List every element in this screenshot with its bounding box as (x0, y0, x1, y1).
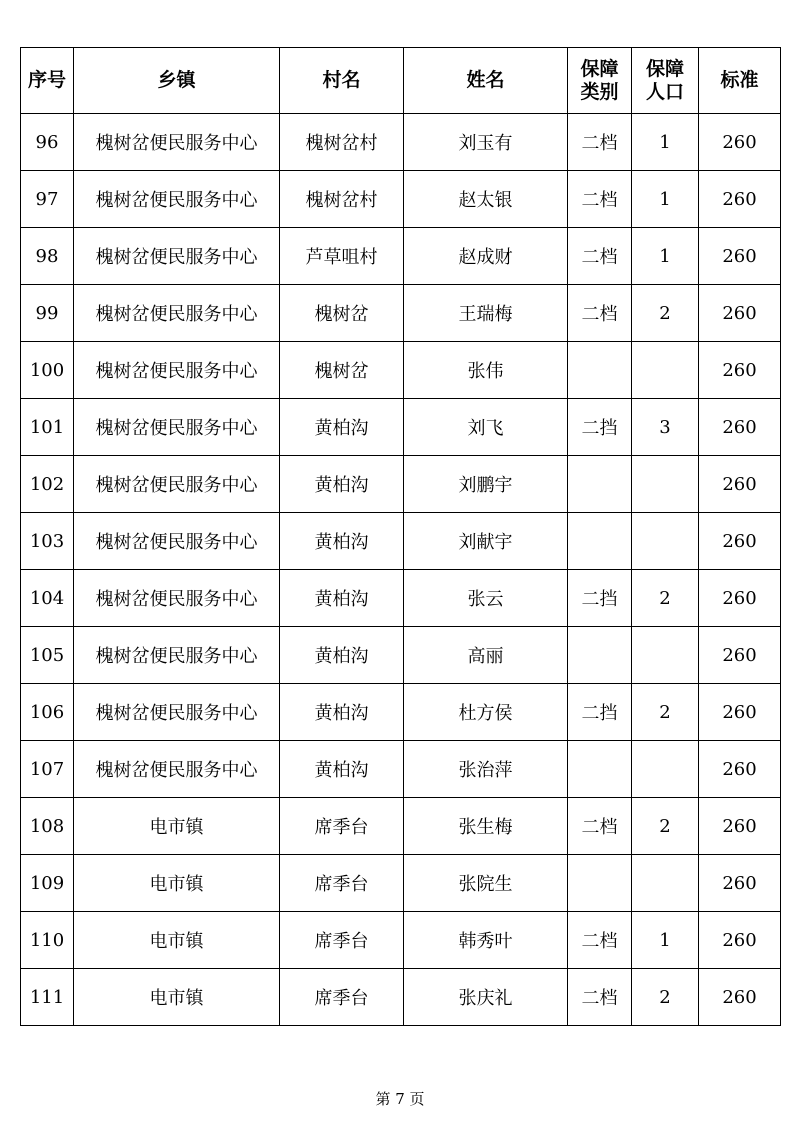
cell-township: 槐树岔便民服务中心 (74, 171, 280, 228)
cell-category (568, 513, 632, 570)
cell-population: 3 (632, 399, 699, 456)
table-row (21, 399, 781, 456)
cell-index: 111 (21, 969, 74, 1026)
cell-index: 108 (21, 798, 74, 855)
cell-village: 黄柏沟 (280, 513, 404, 570)
cell-village: 槐树岔 (280, 342, 404, 399)
header-township: 乡镇 (74, 48, 280, 114)
cell-village: 黄柏沟 (280, 399, 404, 456)
cell-name: 韩秀叶 (404, 912, 568, 969)
header-category: 保障类别 (568, 48, 632, 114)
table-row (21, 798, 781, 855)
table-row (21, 342, 781, 399)
cell-township: 槐树岔便民服务中心 (74, 684, 280, 741)
cell-village: 芦草咀村 (280, 228, 404, 285)
cell-category: 二档 (568, 171, 632, 228)
cell-standard: 260 (699, 798, 781, 855)
cell-name: 杜方侯 (404, 684, 568, 741)
table-header-row (21, 48, 781, 114)
cell-name: 张云 (404, 570, 568, 627)
cell-category (568, 627, 632, 684)
cell-township: 槐树岔便民服务中心 (74, 342, 280, 399)
table-row (21, 684, 781, 741)
cell-category (568, 342, 632, 399)
table-row (21, 969, 781, 1026)
cell-name: 张生梅 (404, 798, 568, 855)
cell-village: 席季台 (280, 969, 404, 1026)
cell-population: 1 (632, 171, 699, 228)
cell-category: 二档 (568, 969, 632, 1026)
cell-category: 二挡 (568, 570, 632, 627)
cell-category: 二档 (568, 798, 632, 855)
table-row (21, 285, 781, 342)
table-row (21, 627, 781, 684)
cell-township: 槐树岔便民服务中心 (74, 741, 280, 798)
cell-village: 黄柏沟 (280, 456, 404, 513)
cell-population (632, 342, 699, 399)
table-body (21, 114, 781, 1026)
cell-index: 103 (21, 513, 74, 570)
cell-index: 102 (21, 456, 74, 513)
cell-population (632, 456, 699, 513)
header-village: 村名 (280, 48, 404, 114)
cell-name: 张治萍 (404, 741, 568, 798)
cell-index: 106 (21, 684, 74, 741)
table-row (21, 912, 781, 969)
cell-township: 槐树岔便民服务中心 (74, 570, 280, 627)
cell-population: 2 (632, 285, 699, 342)
cell-index: 104 (21, 570, 74, 627)
data-table (20, 47, 781, 1026)
table-row (21, 513, 781, 570)
cell-standard: 260 (699, 570, 781, 627)
cell-standard: 260 (699, 228, 781, 285)
cell-category (568, 741, 632, 798)
cell-village: 槐树岔村 (280, 171, 404, 228)
cell-index: 109 (21, 855, 74, 912)
cell-village: 黄柏沟 (280, 741, 404, 798)
cell-township: 电市镇 (74, 969, 280, 1026)
cell-standard: 260 (699, 456, 781, 513)
cell-village: 槐树岔 (280, 285, 404, 342)
cell-population: 2 (632, 684, 699, 741)
cell-index: 97 (21, 171, 74, 228)
cell-village: 席季台 (280, 798, 404, 855)
cell-village: 黄柏沟 (280, 684, 404, 741)
cell-standard: 260 (699, 285, 781, 342)
cell-index: 101 (21, 399, 74, 456)
cell-index: 100 (21, 342, 74, 399)
cell-standard: 260 (699, 171, 781, 228)
table-row (21, 228, 781, 285)
cell-population (632, 741, 699, 798)
cell-standard: 260 (699, 114, 781, 171)
cell-village: 黄柏沟 (280, 627, 404, 684)
table-row (21, 855, 781, 912)
cell-index: 105 (21, 627, 74, 684)
cell-standard: 260 (699, 912, 781, 969)
cell-name: 刘鹏宇 (404, 456, 568, 513)
header-index: 序号 (21, 48, 74, 114)
cell-category: 二档 (568, 114, 632, 171)
cell-township: 槐树岔便民服务中心 (74, 399, 280, 456)
cell-township: 槐树岔便民服务中心 (74, 228, 280, 285)
cell-population (632, 513, 699, 570)
cell-township: 电市镇 (74, 855, 280, 912)
cell-index: 107 (21, 741, 74, 798)
cell-category: 二挡 (568, 684, 632, 741)
cell-township: 槐树岔便民服务中心 (74, 114, 280, 171)
cell-population: 1 (632, 912, 699, 969)
cell-category (568, 855, 632, 912)
cell-population: 1 (632, 114, 699, 171)
cell-township: 槐树岔便民服务中心 (74, 456, 280, 513)
cell-index: 110 (21, 912, 74, 969)
cell-township: 槐树岔便民服务中心 (74, 627, 280, 684)
cell-name: 刘飞 (404, 399, 568, 456)
cell-township: 电市镇 (74, 912, 280, 969)
cell-name: 张伟 (404, 342, 568, 399)
cell-name: 赵成财 (404, 228, 568, 285)
cell-population (632, 627, 699, 684)
header-standard: 标准 (699, 48, 781, 114)
cell-population: 2 (632, 798, 699, 855)
cell-standard: 260 (699, 855, 781, 912)
cell-name: 刘献宇 (404, 513, 568, 570)
cell-township: 槐树岔便民服务中心 (74, 513, 280, 570)
cell-population: 2 (632, 969, 699, 1026)
cell-category: 二挡 (568, 399, 632, 456)
cell-standard: 260 (699, 741, 781, 798)
cell-township: 槐树岔便民服务中心 (74, 285, 280, 342)
cell-standard: 260 (699, 342, 781, 399)
cell-name: 张院生 (404, 855, 568, 912)
cell-village: 黄柏沟 (280, 570, 404, 627)
header-population: 保障人口 (632, 48, 699, 114)
cell-name: 高丽 (404, 627, 568, 684)
cell-township: 电市镇 (74, 798, 280, 855)
cell-standard: 260 (699, 513, 781, 570)
cell-standard: 260 (699, 399, 781, 456)
cell-population (632, 855, 699, 912)
cell-index: 99 (21, 285, 74, 342)
cell-category: 二档 (568, 228, 632, 285)
cell-name: 赵太银 (404, 171, 568, 228)
cell-village: 席季台 (280, 912, 404, 969)
table-row (21, 741, 781, 798)
cell-category: 二档 (568, 285, 632, 342)
cell-population: 1 (632, 228, 699, 285)
cell-standard: 260 (699, 684, 781, 741)
header-name: 姓名 (404, 48, 568, 114)
cell-index: 98 (21, 228, 74, 285)
cell-name: 张庆礼 (404, 969, 568, 1026)
cell-village: 槐树岔村 (280, 114, 404, 171)
cell-population: 2 (632, 570, 699, 627)
cell-name: 王瑞梅 (404, 285, 568, 342)
cell-name: 刘玉有 (404, 114, 568, 171)
page-number: 第 7 页 (375, 1090, 425, 1108)
cell-category (568, 456, 632, 513)
table-row (21, 456, 781, 513)
cell-standard: 260 (699, 627, 781, 684)
cell-village: 席季台 (280, 855, 404, 912)
table-row (21, 114, 781, 171)
cell-index: 96 (21, 114, 74, 171)
table-row (21, 171, 781, 228)
table-row (21, 570, 781, 627)
cell-category: 二档 (568, 912, 632, 969)
cell-standard: 260 (699, 969, 781, 1026)
